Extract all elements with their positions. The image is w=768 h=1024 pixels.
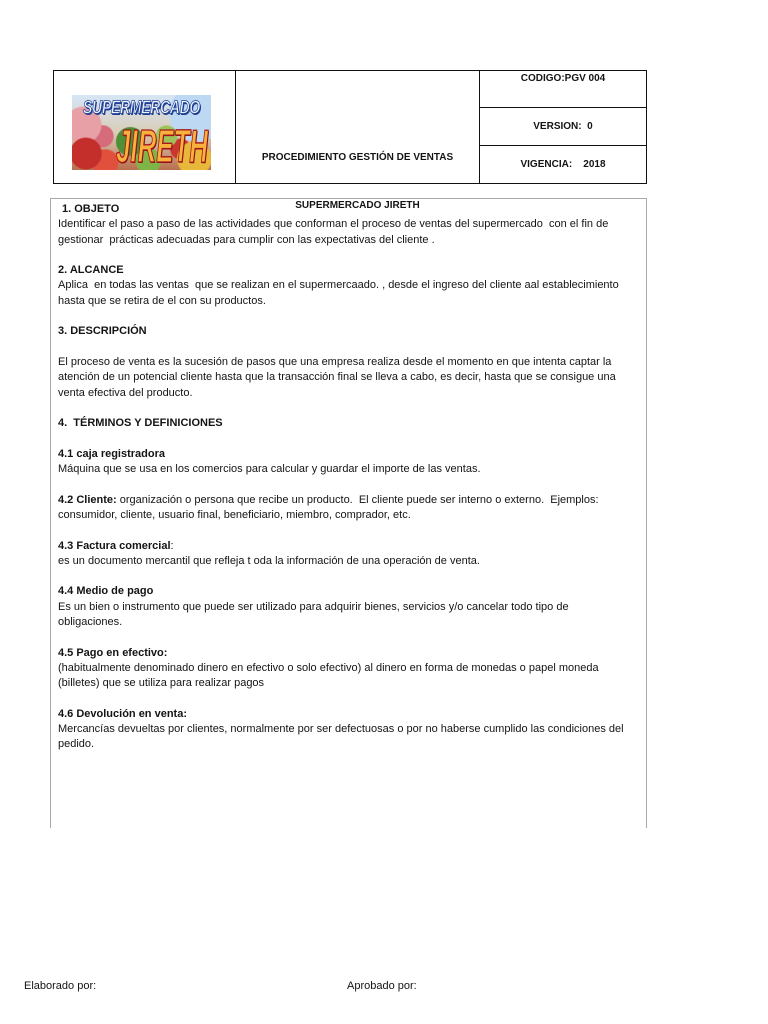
paragraph-line: gestionar prácticas adecuadas para cumplir con las expectativas del cliente . <box>58 233 435 246</box>
validity-field: VIGENCIA: 2018 <box>520 159 606 170</box>
term-item <box>58 447 638 478</box>
logo-cell <box>54 71 236 183</box>
term-item <box>58 584 638 630</box>
term-definition-line: Mercancías devueltas por clientes, normalmente por ser defectuosas o por no haberse cumplido las condiciones del <box>58 723 624 736</box>
term-definition-line: es un documento mercantil que refleja t oda la información de una operación de venta. <box>58 554 480 567</box>
paragraph-line: El proceso de venta es la sucesión de pasos que una empresa realiza desde el momento en que intenta captar la <box>58 355 612 368</box>
term-definition-line: Es un bien o instrumento que puede ser utilizado para adquirir bienes, servicios y/o cancelar todo tipo de <box>58 600 569 613</box>
document-title: PROCEDIMIENTO GESTIÓN DE VENTAS <box>261 152 454 163</box>
version-field: VERSION: 0 <box>480 108 646 146</box>
document-subtitle: SUPERMERCADO JIRETH <box>295 200 420 211</box>
term-label: 4.1 caja registradora <box>58 447 166 460</box>
term-definition-line: (habitualmente denominado dinero en efectivo o solo efectivo) al dinero en forma de monedas o papel moneda <box>58 661 599 674</box>
term-definition-line: consumidor, cliente, usuario final, beneficiario, miembro, comprador, etc. <box>58 508 411 521</box>
paragraph-line: hasta que se retira de el con su productos. <box>58 294 266 307</box>
term-item <box>58 646 638 692</box>
logo-text-supermercado: SUPERMERCADO <box>83 96 200 118</box>
term-label: 4.6 Devolución en venta: <box>58 707 187 720</box>
term-definition-line: Máquina que se usa en los comercios para calcular y guardar el importe de las ventas. <box>58 463 481 476</box>
paragraph-line: Identificar el paso a paso de las actividades que conforman el proceso de ventas del supermercado con el fin de <box>58 218 609 231</box>
company-logo <box>72 95 211 170</box>
term-label: 4.2 Cliente: <box>58 493 117 506</box>
term-inline-definition: : <box>170 539 174 552</box>
term-heading-line <box>58 493 638 508</box>
term-label: 4.5 Pago en efectivo: <box>58 646 168 659</box>
term-heading-line <box>58 539 638 554</box>
paragraph-line: venta efectiva del producto. <box>58 386 193 399</box>
content-box <box>50 198 647 828</box>
section-heading: 4. TÉRMINOS Y DEFINICIONES <box>58 417 223 430</box>
section-alcance <box>58 263 638 309</box>
section-heading: 3. DESCRIPCIÓN <box>58 325 147 338</box>
paragraph-line: Aplica en todas las ventas que se realizan en el supermercaado. , desde el ingreso del cliente aal establecimiento <box>58 279 619 292</box>
term-definition-line: pedido. <box>58 738 95 751</box>
paragraph-line: atención de un potencial cliente hasta que la transacción final se lleva a cabo, es decir, hasta que se consigue una <box>58 371 616 384</box>
section-objeto <box>58 202 638 248</box>
prepared-by-label: Elaborado por: <box>24 980 97 992</box>
term-label: 4.4 Medio de pago <box>58 585 154 598</box>
section-heading: 2. ALCANCE <box>58 264 124 277</box>
term-definition-line: obligaciones. <box>58 616 123 629</box>
approved-by-label: Aprobado por: <box>347 980 417 992</box>
term-item <box>58 493 638 524</box>
title-cell <box>236 71 480 211</box>
term-item <box>58 707 638 753</box>
logo-text-jireth: JIRETH <box>116 121 208 170</box>
code-field: CODIGO:PGV 004 <box>480 71 646 108</box>
section-descripcion <box>58 324 638 400</box>
term-item <box>58 539 638 570</box>
term-inline-definition: organización o persona que recibe un producto. El cliente puede ser interno o externo. Ejemplos: <box>116 493 599 506</box>
document-control-cell <box>480 71 646 183</box>
term-definition-line: (billetes) que se utiliza para realizar pagos <box>58 677 265 690</box>
section-heading: 1. OBJETO <box>62 203 120 215</box>
section-terminos <box>58 416 638 753</box>
term-label: 4.3 Factura comercial <box>58 539 171 552</box>
